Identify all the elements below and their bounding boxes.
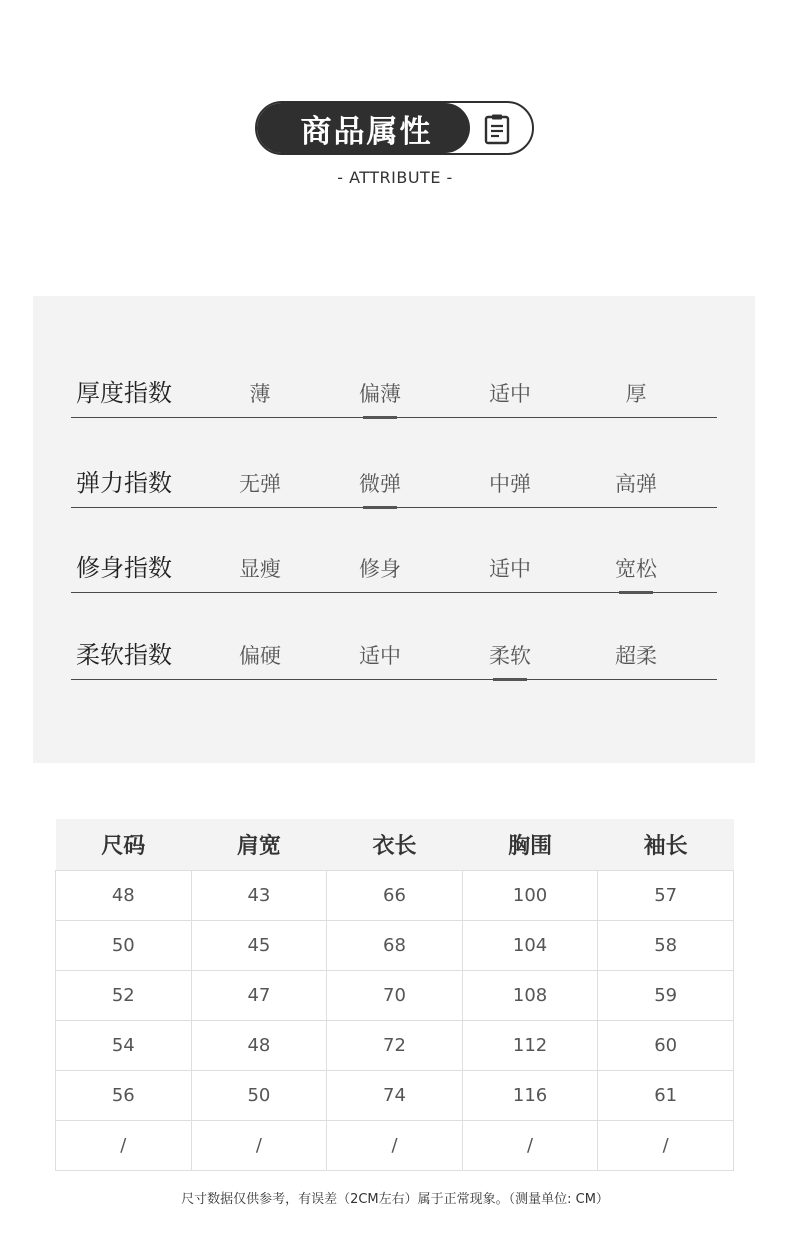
section-subtitle: - ATTRIBUTE - (337, 168, 453, 187)
column-header-length: 衣长 (327, 819, 463, 870)
table-cell: 104 (462, 920, 598, 970)
table-cell: 112 (462, 1020, 598, 1070)
attribute-option: 适中 (359, 644, 401, 668)
attribute-option: 中弹 (489, 472, 531, 496)
measurement-note: 尺寸数据仅供参考，有误差（2CM左右）属于正常现象。（测量单位: CM） (181, 1192, 609, 1207)
table-cell: 57 (598, 870, 734, 920)
table-cell: / (598, 1120, 734, 1170)
table-cell: 72 (327, 1020, 463, 1070)
attribute-option: 宽松 (615, 557, 657, 581)
table-cell: 48 (56, 870, 192, 920)
table-cell: 47 (191, 970, 327, 1020)
section-title-pill (255, 101, 534, 155)
table-cell: 61 (598, 1070, 734, 1120)
attribute-option: 适中 (489, 557, 531, 581)
selected-marker (363, 506, 397, 509)
attribute-row-thickness (71, 378, 717, 418)
attribute-option: 适中 (489, 382, 531, 406)
attribute-option: 偏硬 (239, 644, 281, 668)
table-header-row (56, 819, 734, 870)
attribute-row-elasticity (71, 468, 717, 508)
table-cell: 52 (56, 970, 192, 1020)
selected-marker (619, 591, 653, 594)
table-cell: 108 (462, 970, 598, 1020)
table-cell: / (327, 1120, 463, 1170)
attribute-option: 偏薄 (359, 382, 401, 406)
attribute-option: 无弹 (239, 472, 281, 496)
table-cell: 54 (56, 1020, 192, 1070)
table-row (56, 1120, 734, 1170)
attribute-option: 修身 (359, 557, 401, 581)
column-header-size: 尺码 (56, 819, 192, 870)
attribute-option: 微弹 (359, 472, 401, 496)
table-cell: 59 (598, 970, 734, 1020)
table-cell: / (191, 1120, 327, 1170)
attribute-title: 修身指数 (76, 554, 172, 582)
attribute-title: 弹力指数 (76, 469, 172, 497)
table-cell: 70 (327, 970, 463, 1020)
attribute-panel (33, 296, 755, 763)
clipboard-icon (482, 113, 512, 145)
column-header-shoulder: 肩宽 (191, 819, 327, 870)
table-cell: 116 (462, 1070, 598, 1120)
table-cell: 48 (191, 1020, 327, 1070)
table-cell: 74 (327, 1070, 463, 1120)
table-cell: 43 (191, 870, 327, 920)
table-cell: 100 (462, 870, 598, 920)
table-cell: 68 (327, 920, 463, 970)
attribute-option: 显瘦 (239, 557, 281, 581)
attribute-option: 超柔 (615, 644, 657, 668)
selected-marker (363, 416, 397, 419)
table-row (56, 1070, 734, 1120)
table-row (56, 920, 734, 970)
table-cell: 50 (56, 920, 192, 970)
table-cell: / (56, 1120, 192, 1170)
size-table (55, 819, 734, 1171)
attribute-row-softness (71, 640, 717, 680)
table-cell: / (462, 1120, 598, 1170)
table-row (56, 1020, 734, 1070)
column-header-chest: 胸围 (462, 819, 598, 870)
attribute-row-fit (71, 553, 717, 593)
section-title: 商品属性 (257, 103, 470, 153)
attribute-option: 薄 (249, 382, 271, 406)
table-row (56, 970, 734, 1020)
attribute-option: 柔软 (489, 644, 531, 668)
table-cell: 66 (327, 870, 463, 920)
attribute-title: 柔软指数 (76, 641, 172, 669)
table-cell: 45 (191, 920, 327, 970)
table-cell: 60 (598, 1020, 734, 1070)
table-cell: 50 (191, 1070, 327, 1120)
column-header-sleeve: 袖长 (598, 819, 734, 870)
table-cell: 58 (598, 920, 734, 970)
table-row (56, 870, 734, 920)
attribute-option: 厚 (625, 382, 647, 406)
selected-marker (493, 678, 527, 681)
attribute-title: 厚度指数 (76, 379, 172, 407)
table-cell: 56 (56, 1070, 192, 1120)
attribute-option: 高弹 (615, 472, 657, 496)
